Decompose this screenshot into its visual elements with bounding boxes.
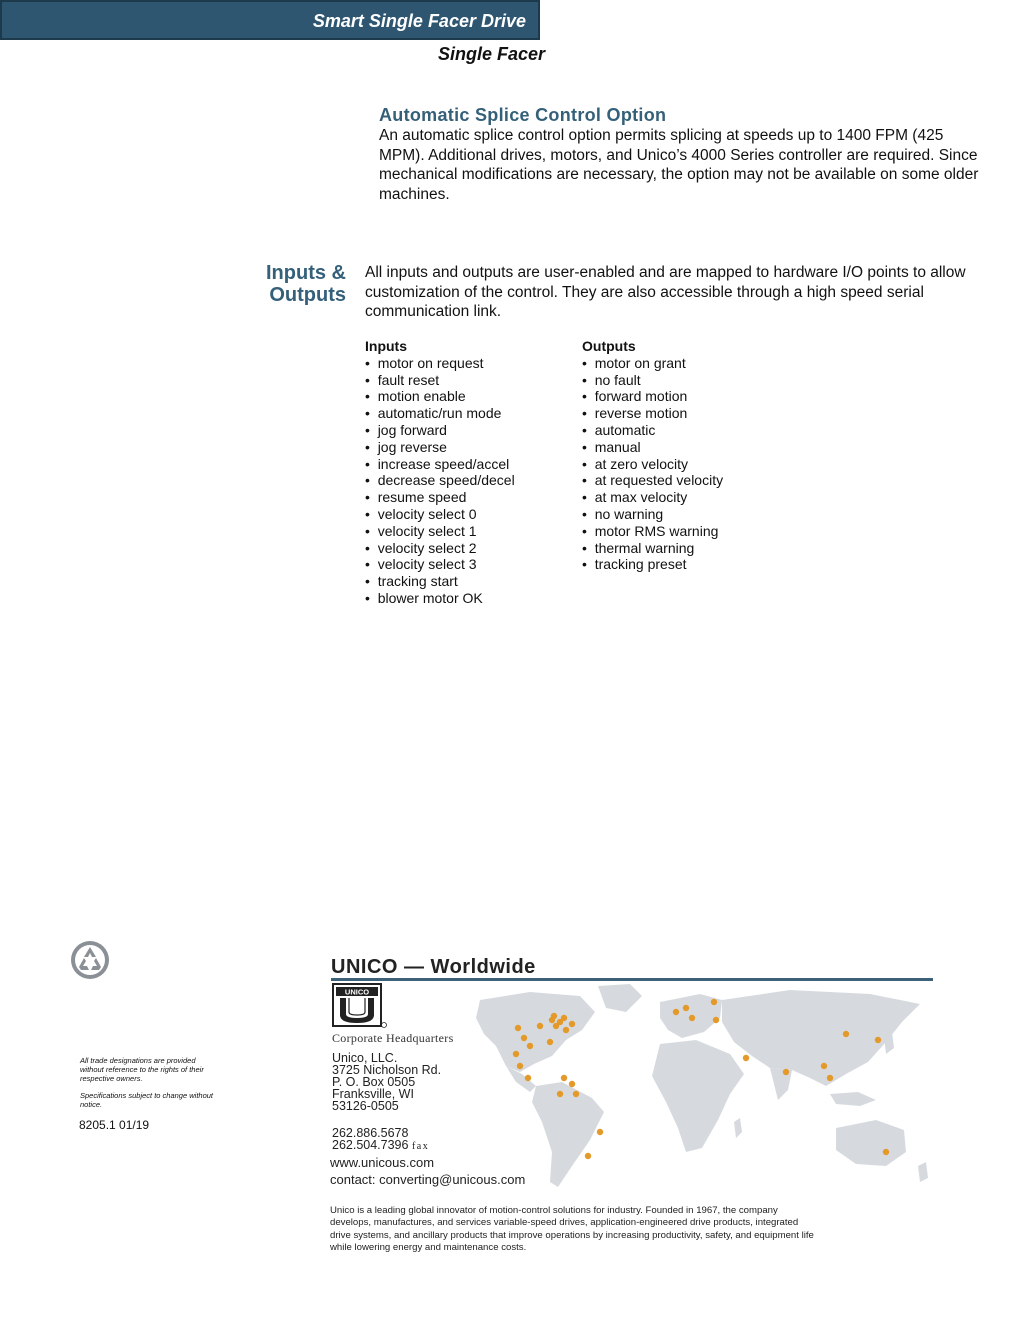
io-heading <box>200 262 346 306</box>
address-line: Unico, LLC. <box>332 1051 398 1065</box>
phone-number: 262.886.5678 <box>332 1126 409 1140</box>
input-item: • motor on request <box>365 355 575 372</box>
office-location-dot <box>673 1009 679 1015</box>
output-item: • tracking preset <box>582 556 802 573</box>
input-item: • resume speed <box>365 489 575 506</box>
hq-address <box>332 1052 441 1112</box>
office-location-dot <box>557 1091 563 1097</box>
office-location-dot <box>561 1015 567 1021</box>
outputs-title: Outputs <box>582 338 636 354</box>
office-location-dot <box>883 1149 889 1155</box>
office-location-dot <box>513 1051 519 1057</box>
input-item: • velocity select 1 <box>365 523 575 540</box>
office-location-dot <box>689 1015 695 1021</box>
input-item: • jog reverse <box>365 439 575 456</box>
banner-title: Smart Single Facer Drive <box>312 11 526 31</box>
office-location-dot <box>563 1027 569 1033</box>
office-location-dot <box>515 1025 521 1031</box>
input-item: • decrease speed/decel <box>365 472 575 489</box>
recycle-icon <box>70 940 110 980</box>
legal-specs: Specifications subject to change without notice. <box>80 1091 213 1109</box>
company-about: Unico is a leading global innovator of motion-control solutions for industry. Founded in 1967, the company develops, manufactures, and services variable-speed drives, application-engineered drive products, integrated drive systems, and ancillary products that improve operations by increasing productivity, safety, and equipment life while lowering energy and maintenance costs. <box>330 1205 814 1254</box>
outputs-column <box>582 338 802 573</box>
output-item: • thermal warning <box>582 540 802 557</box>
office-location-dot <box>527 1043 533 1049</box>
input-item: • increase speed/accel <box>365 456 575 473</box>
office-location-dot <box>517 1063 523 1069</box>
unico-logo <box>332 983 388 1029</box>
office-location-dot <box>743 1055 749 1061</box>
address-line: Franksville, WI <box>332 1087 414 1101</box>
phone-block <box>332 1127 429 1153</box>
office-location-dot <box>525 1075 531 1081</box>
input-item: • blower motor OK <box>365 590 575 607</box>
address-line: 3725 Nicholson Rd. <box>332 1063 442 1077</box>
input-item: • velocity select 0 <box>365 506 575 523</box>
fax-number: 262.504.7396 <box>332 1138 409 1152</box>
outputs-list <box>582 355 802 573</box>
office-location-dot <box>585 1153 591 1159</box>
output-item: • motor RMS warning <box>582 523 802 540</box>
office-location-dot <box>569 1021 575 1027</box>
output-item: • at zero velocity <box>582 456 802 473</box>
office-location-dot <box>547 1039 553 1045</box>
legal-notes <box>80 1056 220 1117</box>
office-location-dot <box>569 1081 575 1087</box>
worldwide-divider <box>331 978 933 981</box>
office-location-dot <box>561 1075 567 1081</box>
inputs-title: Inputs <box>365 338 407 354</box>
office-location-dot <box>521 1035 527 1041</box>
office-location-dot <box>713 1017 719 1023</box>
input-item: • tracking start <box>365 573 575 590</box>
contact-email[interactable]: contact: converting@unicous.com <box>330 1172 526 1187</box>
inputs-list <box>365 355 575 607</box>
office-location-dot <box>843 1031 849 1037</box>
inputs-column <box>365 338 575 607</box>
logo-text: UNICO <box>344 987 370 997</box>
office-location-dot <box>551 1013 557 1019</box>
output-item: • motor on grant <box>582 355 802 372</box>
input-item: • jog forward <box>365 422 575 439</box>
office-location-dot <box>821 1063 827 1069</box>
office-location-dot <box>711 999 717 1005</box>
splice-heading: Automatic Splice Control Option <box>379 105 667 125</box>
input-item: • velocity select 3 <box>365 556 575 573</box>
office-location-dot <box>573 1091 579 1097</box>
output-item: • at max velocity <box>582 489 802 506</box>
input-item: • automatic/run mode <box>365 405 575 422</box>
input-item: • fault reset <box>365 372 575 389</box>
website-link[interactable]: www.unicous.com <box>330 1155 435 1170</box>
io-heading-line2: Outputs <box>269 284 346 306</box>
fax-label: fax <box>411 1141 430 1152</box>
output-item: • reverse motion <box>582 405 802 422</box>
office-location-dot <box>537 1023 543 1029</box>
header-banner <box>0 0 540 40</box>
document-number: 8205.1 01/19 <box>79 1118 150 1132</box>
office-location-dot <box>875 1037 881 1043</box>
hq-label: Corporate Headquarters <box>332 1031 454 1045</box>
io-heading-line1: Inputs & <box>266 262 346 284</box>
output-item: • forward motion <box>582 388 802 405</box>
worldwide-title: UNICO — Worldwide <box>331 956 536 978</box>
output-item: • no warning <box>582 506 802 523</box>
output-item: • manual <box>582 439 802 456</box>
io-intro: All inputs and outputs are user-enabled and are mapped to hardware I/O points to allow customization of the control. They are also accessible through a high speed serial communication link. <box>365 264 966 320</box>
legal-trademarks: All trade designations are provided without reference to the rights of their respective owners. <box>80 1056 204 1083</box>
splice-body: An automatic splice control option permits splicing at speeds up to 1400 FPM (425 MPM). Additional drives, motors, and Unico’s 4000 Series controller are required. Since mechanical modifications are necessary, the option may not be available on some older machines. <box>379 127 979 203</box>
output-item: • automatic <box>582 422 802 439</box>
input-item: • velocity select 2 <box>365 540 575 557</box>
office-location-dot <box>827 1075 833 1081</box>
office-location-dot <box>597 1129 603 1135</box>
input-item: • motion enable <box>365 388 575 405</box>
output-item: • no fault <box>582 372 802 389</box>
output-item: • at requested velocity <box>582 472 802 489</box>
page-subtitle: Single Facer <box>437 44 545 64</box>
address-line: 53126-0505 <box>332 1099 399 1113</box>
office-location-dot <box>783 1069 789 1075</box>
office-location-dot <box>683 1005 689 1011</box>
address-line: P. O. Box 0505 <box>332 1075 416 1089</box>
fax-line <box>332 1139 429 1153</box>
